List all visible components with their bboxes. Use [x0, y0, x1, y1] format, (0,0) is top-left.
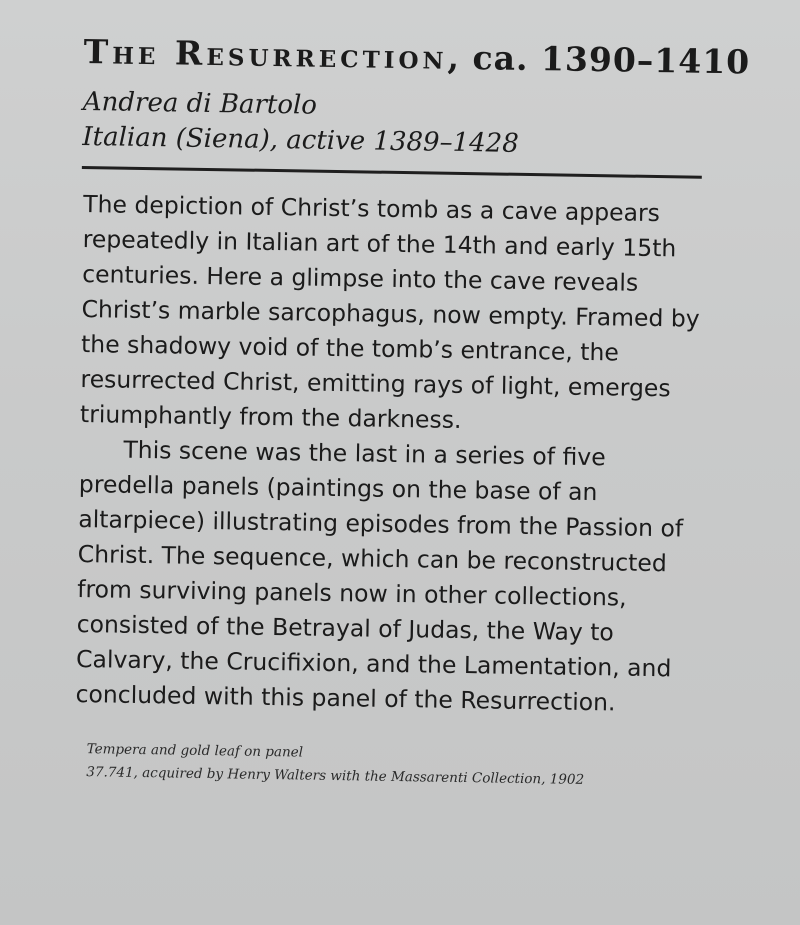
artwork-title-name: The Resurrection — [83, 32, 448, 77]
artist-name: Andrea di Bartolo — [82, 86, 318, 121]
accession-text: 37.741, acquired by Henry Walters with the Massarenti Collection, 1902 — [86, 764, 585, 788]
medium-text: Tempera and gold leaf on panel — [86, 741, 304, 761]
description-paragraph-1: The depiction of Christ’s tomb as a cave appears repeatedly in Italian art of the 14th and early 15th centuries. Here a glimpse into the cave reveals Christ’s marble sarcophagus, now empty. Framed by the shadowy void of the tomb’s entrance, the resurrected Christ, emitting rays of light, emerges triumphantly from the darkness. — [79, 190, 700, 434]
credit-line — [86, 738, 705, 794]
artwork-date: , ca. 1390–1410 — [447, 37, 751, 82]
artist-origin: Italian (Siena), active 1389–1428 — [82, 121, 519, 159]
description — [75, 187, 703, 722]
museum-label — [72, 32, 751, 794]
artwork-title — [83, 32, 751, 82]
divider-rule — [82, 166, 702, 179]
description-paragraph-2: This scene was the last in a series of five predella panels (paintings on the base of an altarpiece) illustrating episodes from the Passion of Christ. The sequence, which can be reconstructed from surviving panels now in other collections, consisted of the Betrayal of Judas, the Way to Calvary, the Crucifixion, and the Lamentation, and concluded with this panel of the Resurrection. — [75, 435, 684, 717]
